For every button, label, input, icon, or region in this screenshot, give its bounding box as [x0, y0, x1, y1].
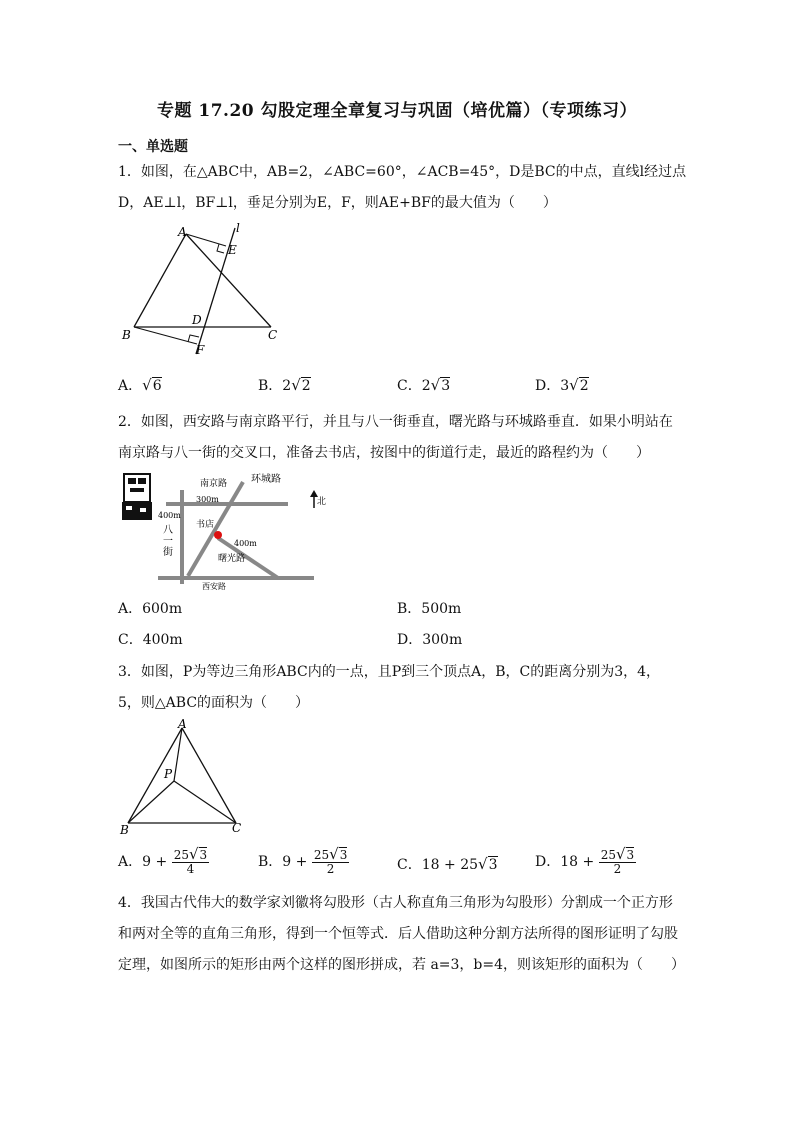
- q3-text-line2: 5，则△ABC的面积为（ ）: [118, 695, 310, 711]
- map-label-bayi-1: 八: [163, 525, 173, 536]
- map-label-nanjing: 南京路: [200, 479, 228, 489]
- section-heading: 一、单选题: [118, 139, 188, 155]
- map-label-north: 北: [317, 497, 327, 507]
- page-title: 专题 17.20 勾股定理全章复习与巩固（培优篇）（专项练习）: [156, 101, 638, 121]
- q3-label-a: A: [178, 717, 187, 731]
- q3-label-p: P: [164, 767, 173, 781]
- bookstore-marker: [214, 531, 222, 539]
- q3-label-b: B: [120, 823, 129, 837]
- q3-option-a[interactable]: A．9 + $\frac{25√3}{4}$: [118, 845, 208, 876]
- q1-right-angle-f: [188, 335, 199, 342]
- map-label-shuguang: 曙光路: [218, 554, 246, 564]
- q3-option-c[interactable]: C．18 + 25√3: [397, 855, 498, 873]
- q2-option-d[interactable]: D．300m: [397, 632, 463, 648]
- q1-option-b[interactable]: B．2√2: [258, 376, 311, 394]
- q1-label-d: D: [192, 313, 202, 327]
- q3-option-b[interactable]: B．9 + $\frac{25√3}{2}$: [258, 845, 348, 876]
- q3-segment-pb: [128, 781, 174, 823]
- q3-segment-ac: [182, 728, 236, 823]
- q1-label-l: l: [236, 221, 240, 235]
- q1-text-line1: 1．如图，在△ABC中，AB=2，∠ABC=60°，∠ACB=45°，D是BC的中点，直线l经过点: [118, 164, 687, 180]
- q1-label-c: C: [268, 328, 278, 342]
- q1-label-a: A: [178, 225, 187, 239]
- map-label-huancheng: 环城路: [251, 474, 281, 485]
- map-label-400m-left: 400m: [158, 511, 181, 520]
- q1-triangle-figure: [118, 221, 278, 362]
- q4-text-line1: 4．我国古代伟大的数学家刘徽将勾股形（古人称直角三角形为勾股形）分割成一个正方形: [118, 895, 673, 911]
- q3-option-d[interactable]: D．18 + $\frac{25√3}{2}$: [535, 845, 635, 876]
- q3-segment-ab: [128, 728, 182, 823]
- map-label-bookstore: 书店: [196, 520, 215, 530]
- q3-label-c: C: [232, 821, 242, 835]
- q1-label-f: F: [196, 343, 205, 357]
- q2-text-line2: 南京路与八一街的交叉口，准备去书店，按图中的街道行走，最近的路程约为（ ）: [118, 445, 650, 461]
- map-label-400m-right: 400m: [234, 539, 257, 548]
- q2-option-a[interactable]: A．600m: [118, 601, 183, 617]
- map-label-xian: 西安路: [202, 582, 226, 591]
- q2-option-b[interactable]: B．500m: [397, 601, 462, 617]
- north-arrow-icon: [310, 490, 318, 497]
- q1-label-b: B: [122, 328, 131, 342]
- q4-text-line3: 定理，如图所示的矩形由两个这样的图形拼成，若 a=3，b=4，则该矩形的面积为（ ）: [118, 957, 686, 973]
- q1-text-line2: D，AE⊥l，BF⊥l，垂足分别为E，F，则AE+BF的最大值为（ ）: [118, 195, 557, 211]
- person-icon: [122, 474, 152, 520]
- q4-text-line2: 和两对全等的直角三角形，得到一个恒等式．后人借助这种分割方法所得的图形证明了勾股: [118, 926, 678, 942]
- map-label-300m: 300m: [196, 495, 219, 504]
- q3-text-line1: 3．如图，P为等边三角形ABC内的一点，且P到三个顶点A，B，C的距离分别为3，4，: [118, 664, 661, 680]
- q1-option-a[interactable]: A．√6: [118, 376, 162, 394]
- q2-street-map: [118, 466, 327, 592]
- q1-option-d[interactable]: D．3√2: [535, 376, 589, 394]
- q1-label-e: E: [228, 243, 237, 257]
- q3-segment-pc: [174, 781, 236, 823]
- map-label-bayi-3: 街: [163, 547, 173, 558]
- map-label-bayi-2: 一: [163, 536, 173, 547]
- q1-segment-bf: [134, 327, 197, 344]
- q2-option-c[interactable]: C．400m: [118, 632, 183, 648]
- q3-equilateral-figure: [118, 718, 248, 838]
- q2-text-line1: 2．如图，西安路与南京路平行，并且与八一街垂直，曙光路与环城路垂直．如果小明站在: [118, 414, 673, 430]
- q1-segment-ab: [134, 234, 186, 327]
- q1-option-c[interactable]: C．2√3: [397, 376, 451, 394]
